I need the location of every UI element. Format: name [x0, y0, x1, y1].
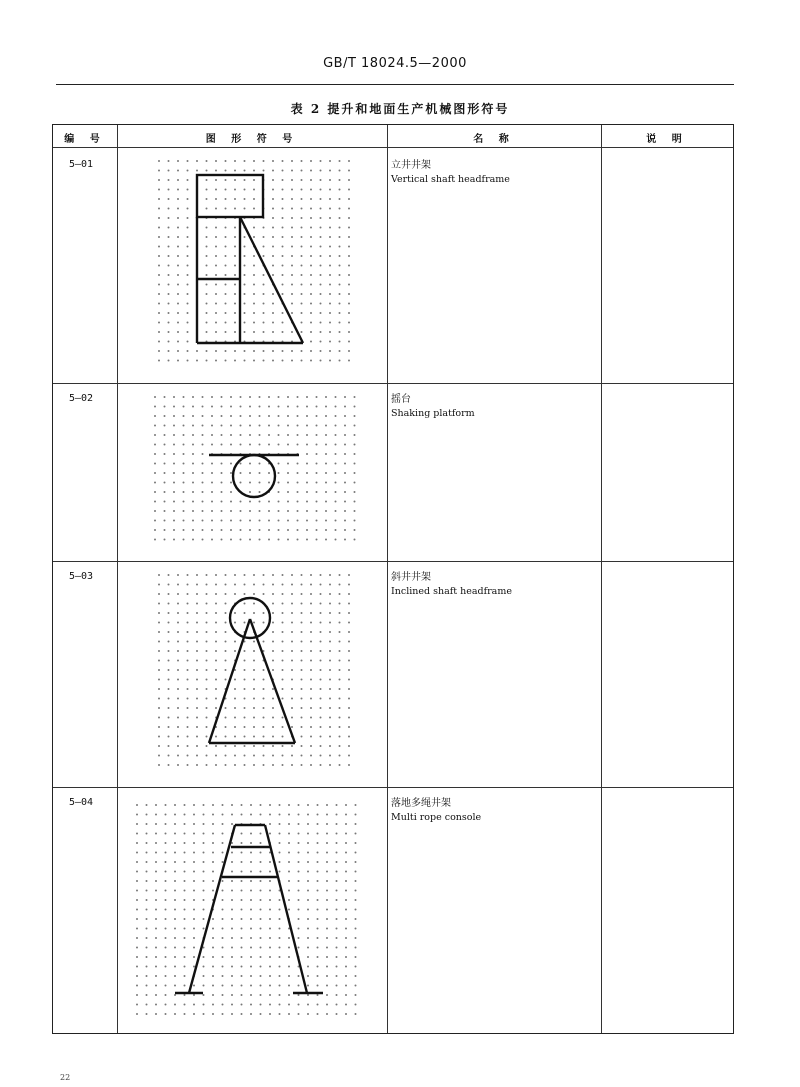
row-name	[391, 571, 591, 599]
row-divider	[53, 383, 733, 384]
row-code: 5—01	[69, 159, 94, 170]
standard-number: GB/T 18024.5—2000	[323, 56, 467, 71]
name-chinese: 斜井井架	[391, 572, 431, 583]
column-divider	[387, 125, 388, 1033]
name-english: Shaking platform	[391, 408, 475, 419]
name-english: Multi rope console	[391, 812, 482, 823]
row-code: 5—04	[69, 797, 94, 808]
row-code: 5—03	[69, 571, 94, 582]
table-title: 表 2 提升和地面生产机械图形符号	[290, 102, 510, 116]
multi-rope-console-symbol	[135, 803, 361, 1019]
row-divider	[53, 561, 733, 562]
vertical-shaft-headframe-symbol	[157, 159, 357, 367]
header-symbol: 图 形 符 号	[205, 134, 299, 145]
name-chinese: 落地多绳井架	[391, 798, 451, 809]
row-name	[391, 159, 591, 187]
header-name: 名 称	[473, 134, 515, 145]
header-row-divider	[53, 147, 733, 148]
page-number: 22	[60, 1073, 71, 1082]
row-divider	[53, 787, 733, 788]
row-code: 5—02	[69, 393, 94, 404]
name-english: Vertical shaft headframe	[391, 174, 510, 185]
inclined-shaft-headframe-symbol	[157, 573, 353, 773]
column-divider	[117, 125, 118, 1033]
header-rule	[56, 84, 734, 85]
row-name	[391, 797, 591, 825]
name-chinese: 立井井架	[391, 160, 431, 171]
header-code: 编 号	[64, 134, 106, 145]
shaking-platform-symbol	[153, 395, 357, 541]
name-english: Inclined shaft headframe	[391, 586, 512, 597]
name-chinese: 摇台	[391, 394, 411, 405]
header-description: 说 明	[646, 134, 688, 145]
column-divider	[601, 125, 602, 1033]
row-name	[391, 393, 591, 421]
symbol-table	[52, 124, 734, 1034]
